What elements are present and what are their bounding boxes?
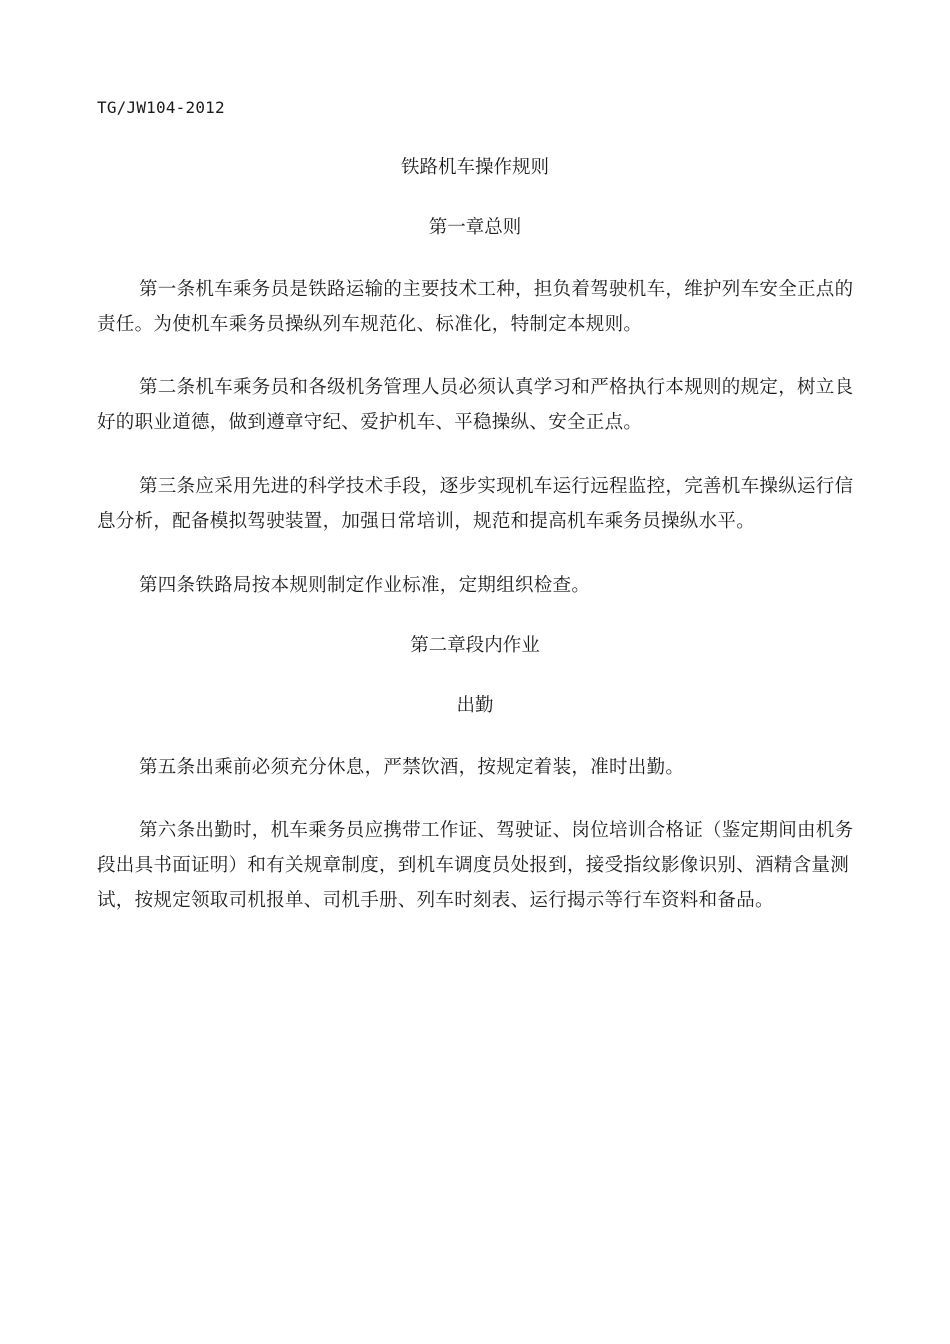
article-6: 第六条出勤时，机车乘务员应携带工作证、驾驶证、岗位培训合格证（鉴定期间由机务段出具书面证明）和有关规章制度，到机车调度员处报到，接受指纹影像识别、酒精含量测试，按规定领取司机报单、司机手册、列车时刻表、运行揭示等行车资料和备品。 <box>97 820 854 911</box>
article-4: 第四条铁路局按本规则制定作业标准，定期组织检查。 <box>139 575 591 596</box>
article-2: 第二条机车乘务员和各级机务管理人员必须认真学习和严格执行本规则的规定，树立良好的职业道德，做到遵章守纪、爱护机车、平稳操纵、安全正点。 <box>97 377 854 433</box>
chapter-2-heading: 第二章段内作业 <box>410 635 540 656</box>
chapter-1-heading: 第一章总则 <box>428 217 522 238</box>
article-1: 第一条机车乘务员是铁路运输的主要技术工种，担负着驾驶机车，维护列车安全正点的责任。为使机车乘务员操纵列车规范化、标准化，特制定本规则。 <box>97 279 854 335</box>
section-heading-attendance: 出勤 <box>456 695 494 716</box>
article-3: 第三条应采用先进的科学技术手段，逐步实现机车运行远程监控，完善机车操纵运行信息分析，配备模拟驾驶装置，加强日常培训，规范和提高机车乘务员操纵水平。 <box>97 476 854 532</box>
article-5: 第五条出乘前必须充分休息，严禁饮酒，按规定着装，准时出勤。 <box>139 757 685 778</box>
document-code: TG/JW104-2012 <box>97 98 225 117</box>
document-title: 铁路机车操作规则 <box>400 157 549 178</box>
